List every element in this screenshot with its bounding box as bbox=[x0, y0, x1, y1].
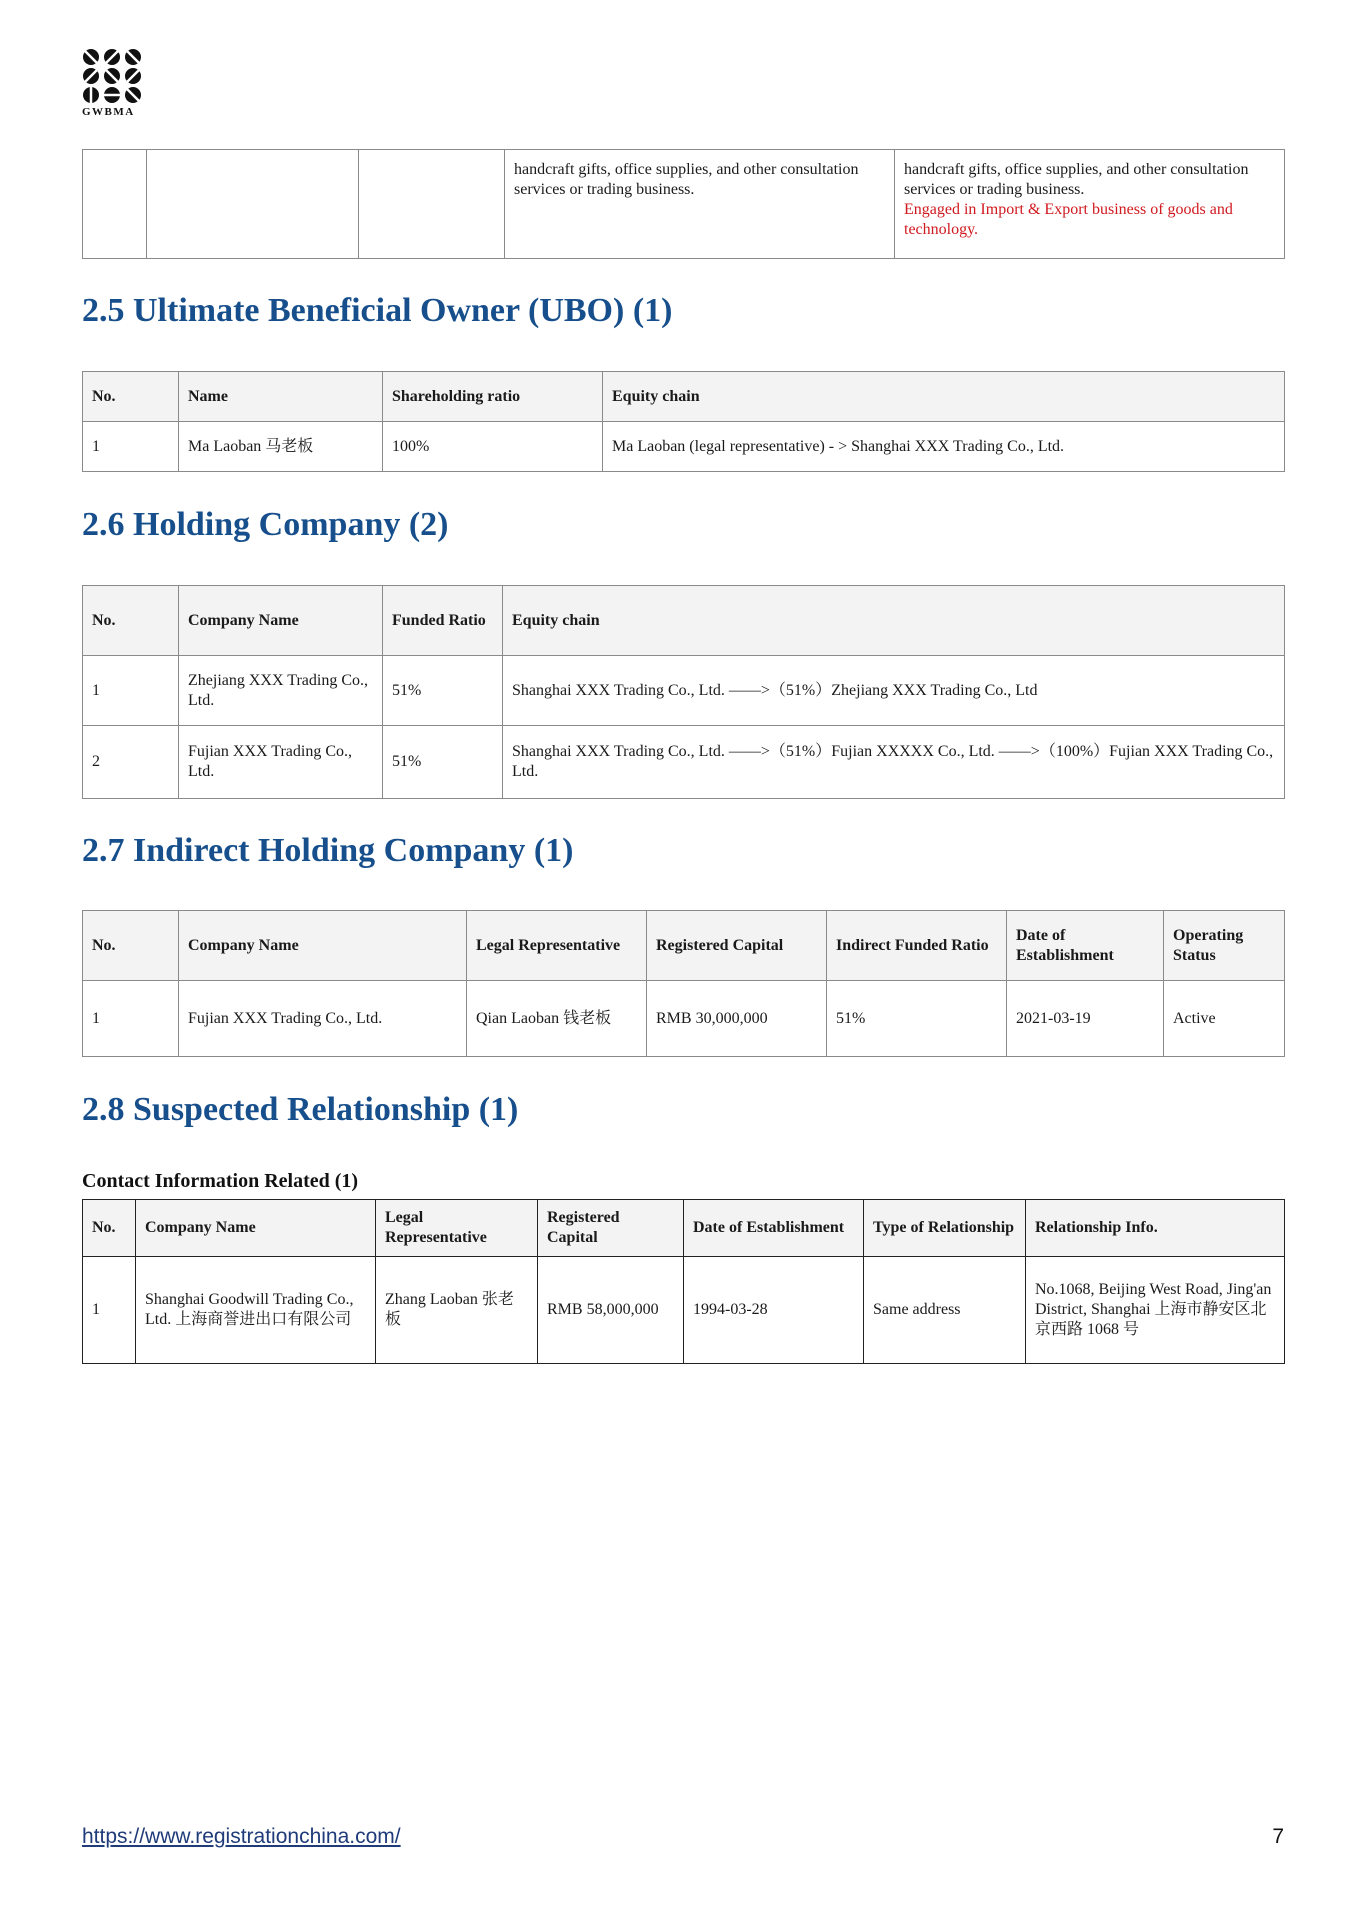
column-header: Name bbox=[179, 372, 383, 422]
page-number: 7 bbox=[1272, 1825, 1284, 1848]
subsection-title-contact: Contact Information Related (1) bbox=[82, 1170, 359, 1192]
footer-website-link[interactable]: https://www.registrationchina.com/ bbox=[82, 1825, 401, 1848]
ubo-table bbox=[82, 371, 1285, 472]
business-scope-table-continued bbox=[82, 149, 1285, 259]
table-cell: 51% bbox=[383, 656, 503, 726]
column-header: Company Name bbox=[136, 1200, 376, 1257]
table-cell: 100% bbox=[383, 422, 603, 472]
table-cell: Zhejiang XXX Trading Co., Ltd. bbox=[179, 656, 383, 726]
table-row bbox=[83, 1257, 1285, 1364]
logo-text: GWBMA bbox=[82, 106, 135, 118]
column-header: No. bbox=[83, 1200, 136, 1257]
column-header: No. bbox=[83, 586, 179, 656]
column-header: No. bbox=[83, 372, 179, 422]
table-cell: RMB 30,000,000 bbox=[647, 981, 827, 1057]
column-header: Company Name bbox=[179, 586, 383, 656]
table-cell: Fujian XXX Trading Co., Ltd. bbox=[179, 726, 383, 799]
table-cell: Ma Laoban (legal representative) - > Shanghai XXX Trading Co., Ltd. bbox=[603, 422, 1285, 472]
column-header: Operating Status bbox=[1164, 911, 1285, 981]
section-title-suspected: 2.8 Suspected Relationship (1) bbox=[82, 1091, 519, 1128]
table-row bbox=[83, 726, 1285, 799]
column-header: Date of Establishment bbox=[684, 1200, 864, 1257]
table-cell: Ma Laoban 马老板 bbox=[179, 422, 383, 472]
table-cell bbox=[895, 150, 1285, 259]
table-header-row bbox=[83, 911, 1285, 981]
section-title-indirect: 2.7 Indirect Holding Company (1) bbox=[82, 832, 574, 869]
table-cell: Qian Laoban 钱老板 bbox=[467, 981, 647, 1057]
table-cell: 2 bbox=[83, 726, 179, 799]
table-cell: Zhang Laoban 张老板 bbox=[376, 1257, 538, 1364]
table-row bbox=[83, 150, 1285, 259]
scope-text: handcraft gifts, office supplies, and other consultation services or trading business. bbox=[904, 161, 1249, 198]
column-header: Relationship Info. bbox=[1026, 1200, 1285, 1257]
table-cell: No.1068, Beijing West Road, Jing'an District, Shanghai 上海市静安区北京西路 1068 号 bbox=[1026, 1257, 1285, 1364]
table-cell: Fujian XXX Trading Co., Ltd. bbox=[179, 981, 467, 1057]
table-cell: Shanghai Goodwill Trading Co., Ltd. 上海商誉进出口有限公司 bbox=[136, 1257, 376, 1364]
column-header: Legal Representative bbox=[376, 1200, 538, 1257]
table-cell: 1 bbox=[83, 981, 179, 1057]
table-cell: 1994-03-28 bbox=[684, 1257, 864, 1364]
table-header-row bbox=[83, 1200, 1285, 1257]
table-cell: 51% bbox=[827, 981, 1007, 1057]
column-header: Shareholding ratio bbox=[383, 372, 603, 422]
table-cell: Shanghai XXX Trading Co., Ltd. ——>（51%）Zhejiang XXX Trading Co., Ltd bbox=[503, 656, 1285, 726]
table-row bbox=[83, 981, 1285, 1057]
table-cell bbox=[359, 150, 505, 259]
column-header: Registered Capital bbox=[647, 911, 827, 981]
table-cell: 51% bbox=[383, 726, 503, 799]
table-cell: 2021-03-19 bbox=[1007, 981, 1164, 1057]
column-header: Equity chain bbox=[503, 586, 1285, 656]
column-header: Company Name bbox=[179, 911, 467, 981]
indirect-holding-table bbox=[82, 910, 1285, 1057]
section-title-ubo: 2.5 Ultimate Beneficial Owner (UBO) (1) bbox=[82, 292, 673, 329]
company-logo bbox=[82, 48, 144, 118]
suspected-relationship-table bbox=[82, 1199, 1285, 1364]
column-header: Registered Capital bbox=[538, 1200, 684, 1257]
table-cell bbox=[83, 150, 147, 259]
column-header: Funded Ratio bbox=[383, 586, 503, 656]
table-cell: Active bbox=[1164, 981, 1285, 1057]
section-title-holding: 2.6 Holding Company (2) bbox=[82, 506, 449, 543]
table-cell: 1 bbox=[83, 1257, 136, 1364]
gwbma-logo-icon bbox=[82, 48, 142, 104]
table-row bbox=[83, 422, 1285, 472]
table-header-row bbox=[83, 586, 1285, 656]
column-header: Indirect Funded Ratio bbox=[827, 911, 1007, 981]
column-header: Date of Establishment bbox=[1007, 911, 1164, 981]
column-header: Type of Relationship bbox=[864, 1200, 1026, 1257]
table-cell: RMB 58,000,000 bbox=[538, 1257, 684, 1364]
scope-text-highlight: Engaged in Import & Export business of goods and technology. bbox=[904, 201, 1233, 238]
table-cell: 1 bbox=[83, 656, 179, 726]
table-cell: Same address bbox=[864, 1257, 1026, 1364]
table-cell bbox=[147, 150, 359, 259]
table-cell: handcraft gifts, office supplies, and other consultation services or trading business. bbox=[505, 150, 895, 259]
table-cell: 1 bbox=[83, 422, 179, 472]
column-header: Legal Representative bbox=[467, 911, 647, 981]
table-row bbox=[83, 656, 1285, 726]
column-header: No. bbox=[83, 911, 179, 981]
holding-company-table bbox=[82, 585, 1285, 799]
table-header-row bbox=[83, 372, 1285, 422]
column-header: Equity chain bbox=[603, 372, 1285, 422]
table-cell: Shanghai XXX Trading Co., Ltd. ——>（51%）Fujian XXXXX Co., Ltd. ——>（100%）Fujian XXX Trading Co., Ltd. bbox=[503, 726, 1285, 799]
